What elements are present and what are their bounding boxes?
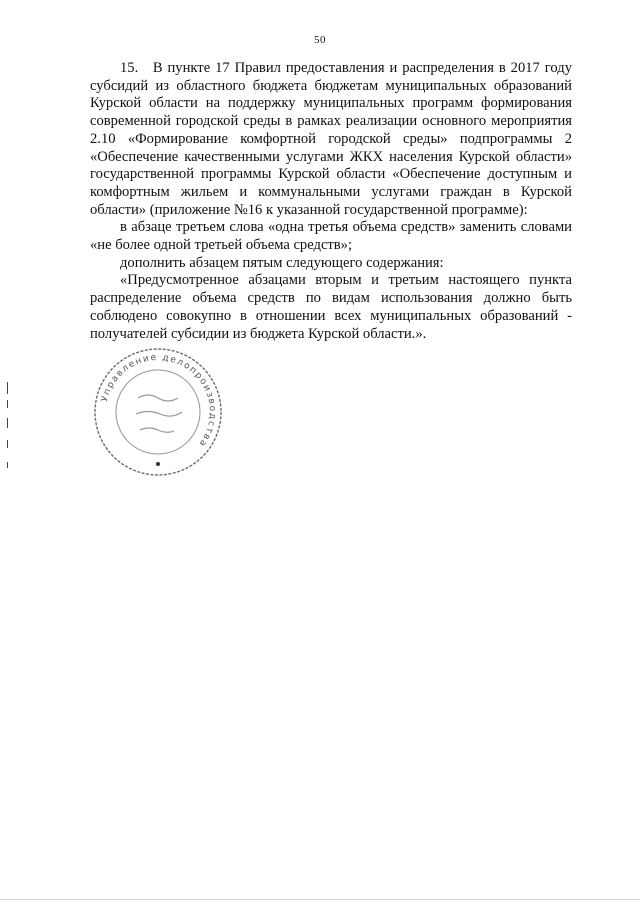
document-body xyxy=(90,60,572,343)
paragraph-replace-words: в абзаце третьем слова «одна третья объема средств» заменить словами «не более одной третьей объема средств»; xyxy=(90,219,572,254)
scan-mark xyxy=(7,400,8,408)
scan-mark xyxy=(7,418,8,428)
scan-mark xyxy=(7,440,8,448)
scan-mark xyxy=(7,382,8,394)
stamp-seal-icon xyxy=(88,342,228,482)
paragraph-item-15: 15. В пункте 17 Правил предоставления и распределения в 2017 году субсидий из областного бюджета бюджетам муниципальных образований Курской области на поддержку муниципальных программ формирования современной городской среды в рамках реализации основного мероприятия 2.10 «Формирование комфортной городской среды» подпрограммы 2 «Обеспечение качественными услугами ЖКХ населения Курской области» государственной программы Курской области «Обеспечение доступным и комфортным жильем и коммунальными услугами граждан в Курской области» (приложение №16 к указанной государственной программе): xyxy=(90,60,572,218)
paragraph-quote: «Предусмотренное абзацами вторым и третьим настоящего пункта распределение объема средств по видам использования должно быть соблюдено совокупно в отношении всех муниципальных образований - получателей субсидии из бюджета Курской области.». xyxy=(90,272,572,342)
page-number: 50 xyxy=(314,34,326,46)
scan-mark xyxy=(7,462,8,468)
scan-border xyxy=(0,899,640,900)
paragraph-add-fifth: дополнить абзацем пятым следующего содержания: xyxy=(120,254,444,271)
round-stamp xyxy=(88,342,228,482)
svg-text:Управление делопроизводства: Управление делопроизводства xyxy=(100,352,218,449)
